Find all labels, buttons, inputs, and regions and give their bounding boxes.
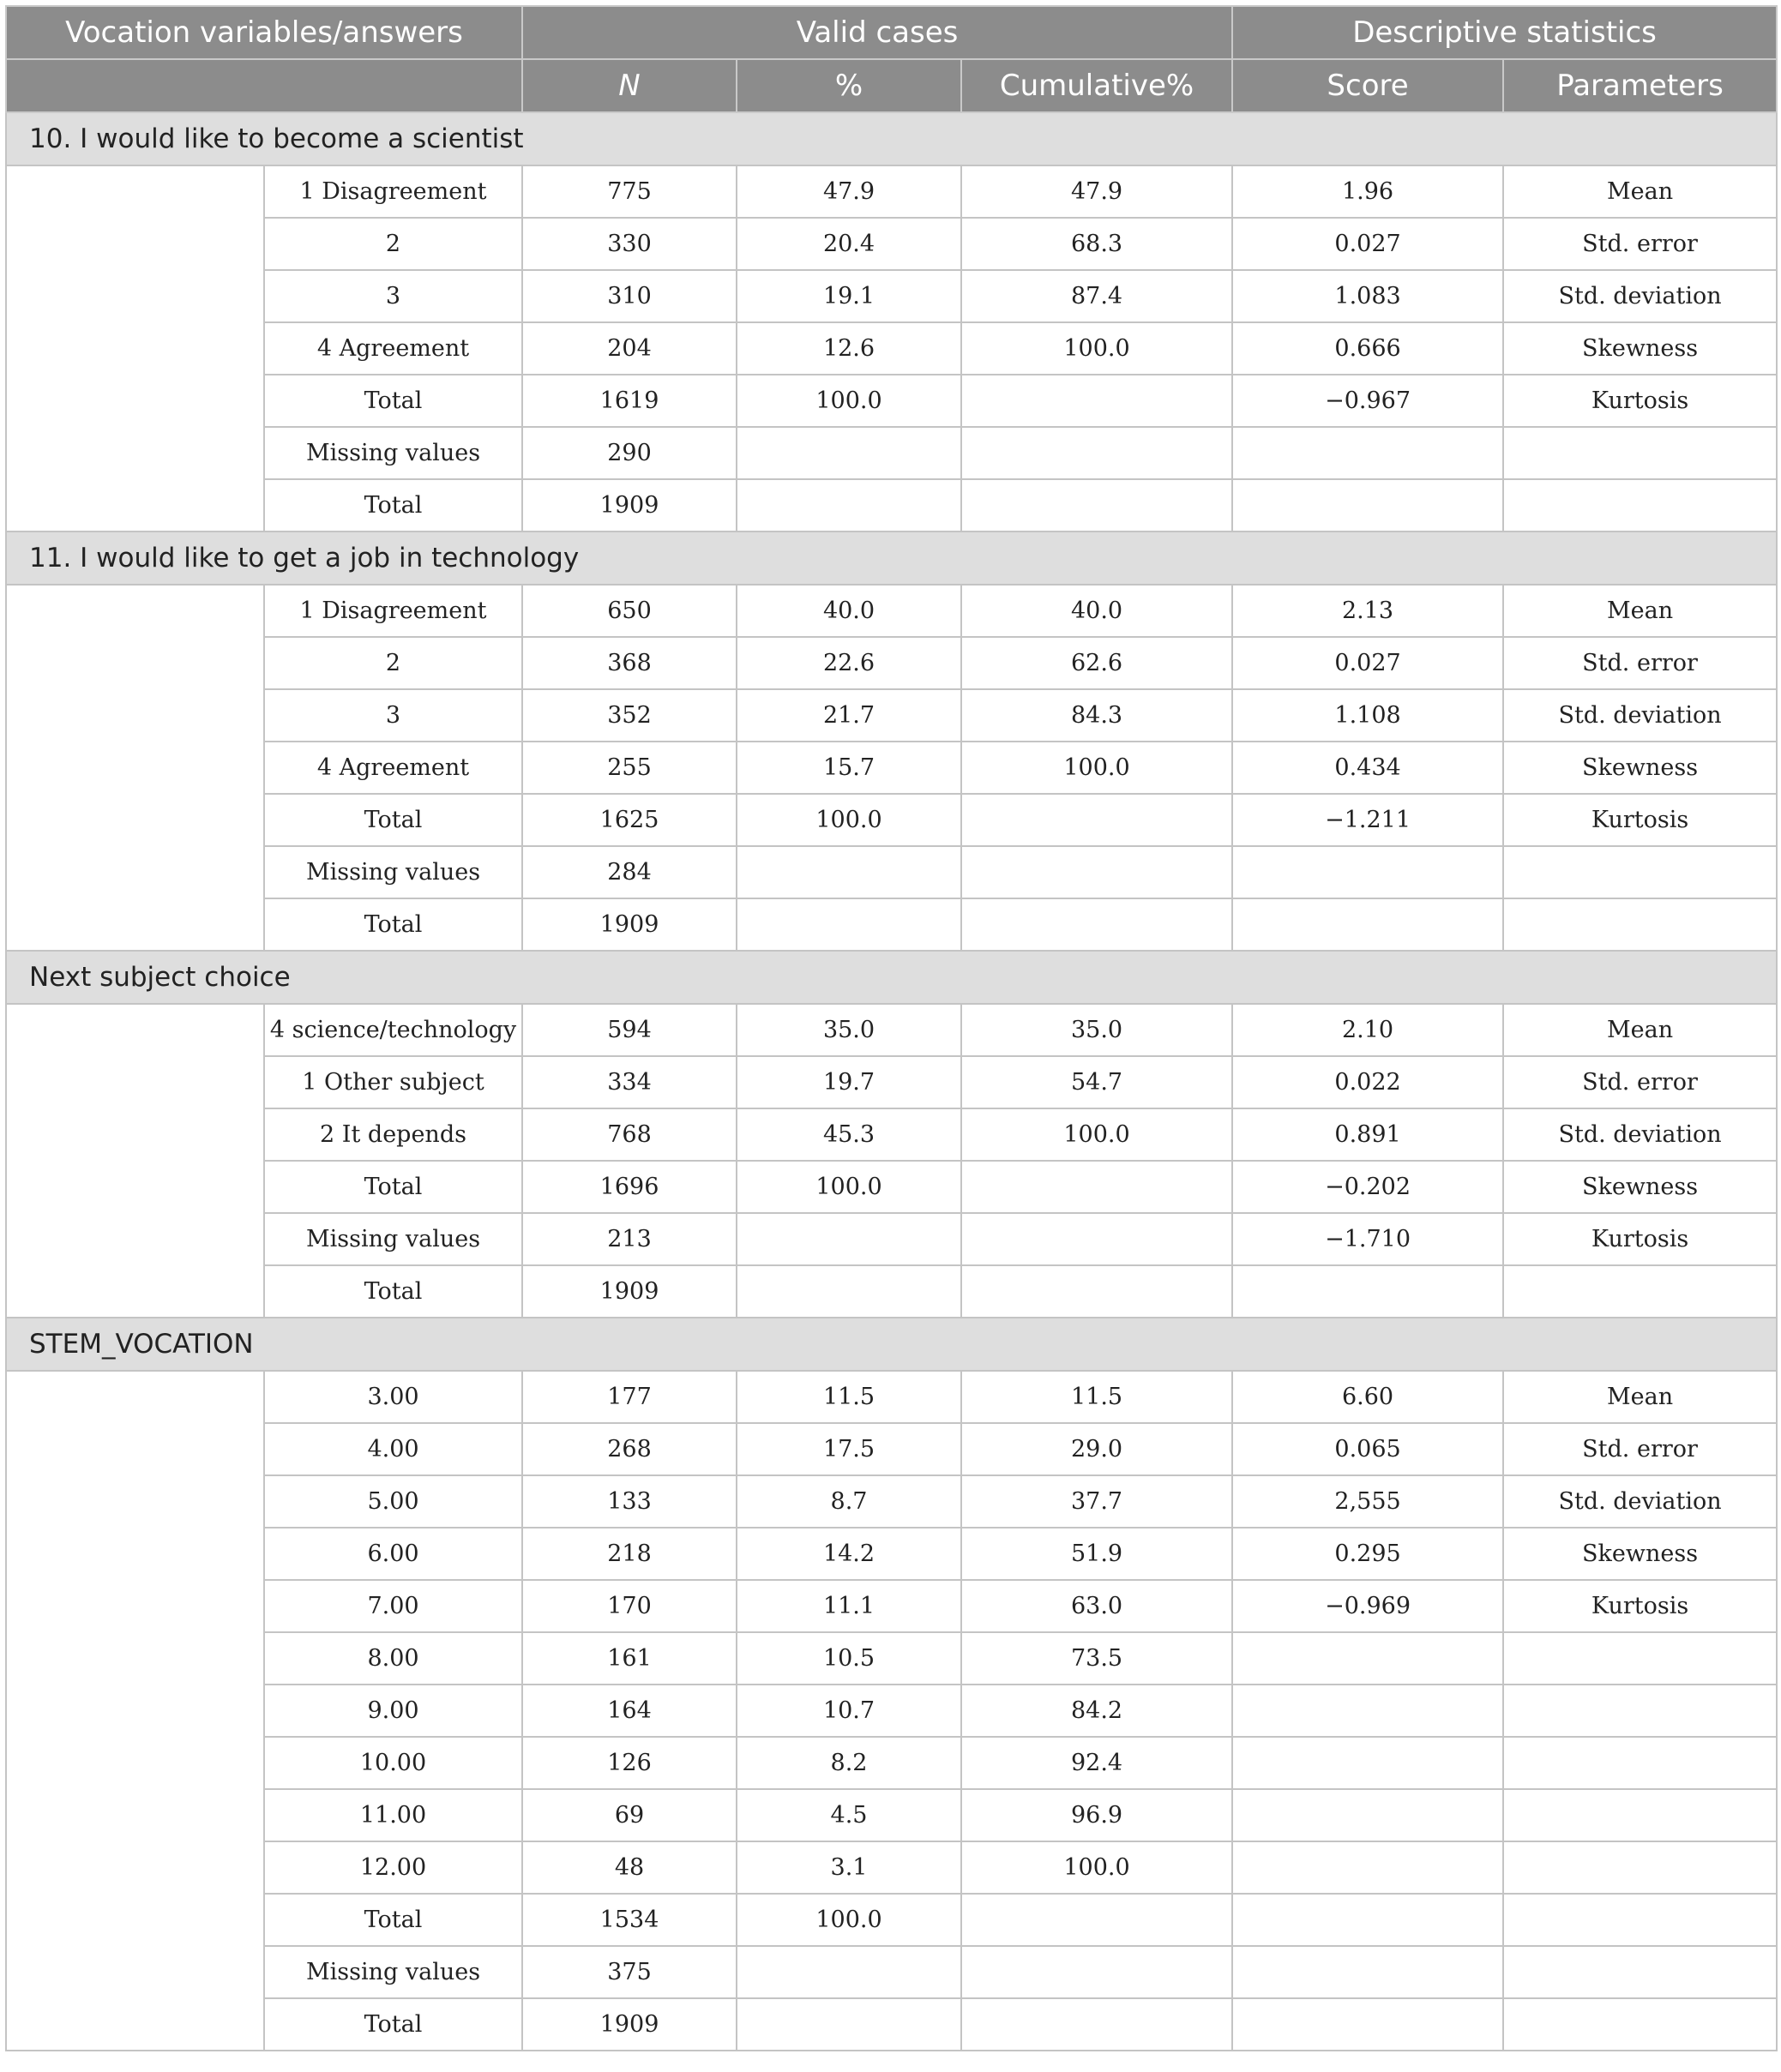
score-cell: 2,555	[1232, 1475, 1503, 1528]
cumulative-cell	[961, 427, 1232, 479]
n-cell: 1909	[522, 479, 737, 532]
percent-cell: 20.4	[737, 218, 961, 270]
parameter-cell	[1503, 1632, 1777, 1685]
parameter-cell: Skewness	[1503, 322, 1777, 375]
cumulative-cell	[961, 1213, 1232, 1265]
percent-cell: 47.9	[737, 165, 961, 218]
percent-cell: 8.7	[737, 1475, 961, 1528]
table-row	[6, 1371, 1777, 1423]
table-row	[6, 218, 1777, 270]
table-header	[6, 6, 1777, 112]
cumulative-cell	[961, 846, 1232, 898]
answer-cell: Missing values	[264, 1946, 522, 1998]
percent-cell: 11.5	[737, 1371, 961, 1423]
score-cell: −0.967	[1232, 375, 1503, 427]
n-cell: 204	[522, 322, 737, 375]
cumulative-cell: 54.7	[961, 1056, 1232, 1108]
percent-cell: 100.0	[737, 1894, 961, 1946]
section-indent-cell	[6, 585, 264, 951]
header-variable: Vocation variables/answers	[6, 6, 522, 59]
table-row	[6, 898, 1777, 951]
parameter-cell	[1503, 1737, 1777, 1789]
cumulative-cell: 100.0	[961, 322, 1232, 375]
cumulative-cell	[961, 1894, 1232, 1946]
score-cell	[1232, 1946, 1503, 1998]
table-row	[6, 1737, 1777, 1789]
n-cell: 352	[522, 689, 737, 742]
header-n: N	[522, 59, 737, 112]
percent-cell	[737, 846, 961, 898]
cumulative-cell: 11.5	[961, 1371, 1232, 1423]
n-cell: 1909	[522, 898, 737, 951]
n-cell: 775	[522, 165, 737, 218]
table-row	[6, 1685, 1777, 1737]
table-row	[6, 1841, 1777, 1894]
percent-cell: 100.0	[737, 794, 961, 846]
parameter-cell: Mean	[1503, 585, 1777, 637]
cumulative-cell: 35.0	[961, 1004, 1232, 1056]
n-cell: 1909	[522, 1265, 737, 1318]
percent-cell: 45.3	[737, 1108, 961, 1161]
percent-cell: 22.6	[737, 637, 961, 689]
answer-cell: Missing values	[264, 427, 522, 479]
n-cell: 69	[522, 1789, 737, 1841]
score-cell: 0.434	[1232, 742, 1503, 794]
table-row	[6, 1580, 1777, 1632]
table-row	[6, 1423, 1777, 1475]
section-header-row	[6, 532, 1777, 585]
cumulative-cell	[961, 794, 1232, 846]
answer-cell: 12.00	[264, 1841, 522, 1894]
statistics-table	[5, 5, 1778, 2051]
n-cell: 1619	[522, 375, 737, 427]
table-row	[6, 1056, 1777, 1108]
answer-cell: 5.00	[264, 1475, 522, 1528]
score-cell: 1.083	[1232, 270, 1503, 322]
answer-cell: 11.00	[264, 1789, 522, 1841]
parameter-cell: Std. error	[1503, 637, 1777, 689]
answer-cell: 6.00	[264, 1528, 522, 1580]
parameter-cell	[1503, 846, 1777, 898]
cumulative-cell: 47.9	[961, 165, 1232, 218]
percent-cell	[737, 479, 961, 532]
answer-cell: 3	[264, 270, 522, 322]
answer-cell: 10.00	[264, 1737, 522, 1789]
table-row	[6, 375, 1777, 427]
parameter-cell	[1503, 427, 1777, 479]
section-title: 10. I would like to become a scientist	[6, 112, 1777, 165]
answer-cell: 1 Disagreement	[264, 585, 522, 637]
answer-cell: Total	[264, 898, 522, 951]
answer-cell: 2	[264, 637, 522, 689]
table-row	[6, 165, 1777, 218]
percent-cell: 100.0	[737, 1161, 961, 1213]
table-row	[6, 270, 1777, 322]
parameter-cell	[1503, 1789, 1777, 1841]
answer-cell: 1 Disagreement	[264, 165, 522, 218]
score-cell: −1.211	[1232, 794, 1503, 846]
parameter-cell: Kurtosis	[1503, 1213, 1777, 1265]
parameter-cell: Std. error	[1503, 1423, 1777, 1475]
n-cell: 1909	[522, 1998, 737, 2051]
score-cell	[1232, 1789, 1503, 1841]
cumulative-cell	[961, 375, 1232, 427]
percent-cell: 19.7	[737, 1056, 961, 1108]
parameter-cell: Skewness	[1503, 1161, 1777, 1213]
score-cell: −0.202	[1232, 1161, 1503, 1213]
n-cell: 284	[522, 846, 737, 898]
cumulative-cell: 100.0	[961, 1108, 1232, 1161]
percent-cell	[737, 1998, 961, 2051]
parameter-cell	[1503, 1894, 1777, 1946]
n-cell: 768	[522, 1108, 737, 1161]
section-indent-cell	[6, 1371, 264, 2051]
answer-cell: 2 It depends	[264, 1108, 522, 1161]
table-row	[6, 1213, 1777, 1265]
n-cell: 126	[522, 1737, 737, 1789]
n-cell: 650	[522, 585, 737, 637]
table-row	[6, 322, 1777, 375]
table-row	[6, 479, 1777, 532]
score-cell: 0.027	[1232, 637, 1503, 689]
cumulative-cell: 40.0	[961, 585, 1232, 637]
cumulative-cell: 63.0	[961, 1580, 1232, 1632]
score-cell	[1232, 1737, 1503, 1789]
answer-cell: 8.00	[264, 1632, 522, 1685]
percent-cell	[737, 1213, 961, 1265]
score-cell: 2.13	[1232, 585, 1503, 637]
n-cell: 1625	[522, 794, 737, 846]
parameter-cell: Std. error	[1503, 1056, 1777, 1108]
header-cumulative: Cumulative%	[961, 59, 1232, 112]
table-row	[6, 742, 1777, 794]
percent-cell: 11.1	[737, 1580, 961, 1632]
cumulative-cell: 37.7	[961, 1475, 1232, 1528]
answer-cell: Total	[264, 794, 522, 846]
section-header-row	[6, 112, 1777, 165]
header-score: Score	[1232, 59, 1503, 112]
header-empty-cell	[6, 59, 522, 112]
cumulative-cell	[961, 1161, 1232, 1213]
answer-cell: 9.00	[264, 1685, 522, 1737]
parameter-cell	[1503, 1685, 1777, 1737]
section-header-row	[6, 1318, 1777, 1371]
table-row	[6, 1894, 1777, 1946]
parameter-cell: Std. deviation	[1503, 1475, 1777, 1528]
percent-cell: 12.6	[737, 322, 961, 375]
cumulative-cell	[961, 1265, 1232, 1318]
n-cell: 177	[522, 1371, 737, 1423]
answer-cell: Total	[264, 1894, 522, 1946]
cumulative-cell: 73.5	[961, 1632, 1232, 1685]
score-cell	[1232, 898, 1503, 951]
table-row	[6, 1265, 1777, 1318]
percent-cell	[737, 1265, 961, 1318]
score-cell: 1.96	[1232, 165, 1503, 218]
score-cell	[1232, 1685, 1503, 1737]
n-cell: 133	[522, 1475, 737, 1528]
n-cell: 213	[522, 1213, 737, 1265]
parameter-cell	[1503, 1841, 1777, 1894]
cumulative-cell	[961, 479, 1232, 532]
percent-cell	[737, 898, 961, 951]
table-row	[6, 689, 1777, 742]
n-cell: 1534	[522, 1894, 737, 1946]
percent-cell: 10.7	[737, 1685, 961, 1737]
section-header-row	[6, 951, 1777, 1004]
score-cell	[1232, 427, 1503, 479]
score-cell: 6.60	[1232, 1371, 1503, 1423]
cumulative-cell	[961, 1946, 1232, 1998]
n-cell: 48	[522, 1841, 737, 1894]
n-cell: 594	[522, 1004, 737, 1056]
percent-cell: 14.2	[737, 1528, 961, 1580]
answer-cell: 4.00	[264, 1423, 522, 1475]
table-row	[6, 1632, 1777, 1685]
answer-cell: 4 science/technology	[264, 1004, 522, 1056]
parameter-cell: Skewness	[1503, 742, 1777, 794]
cumulative-cell: 100.0	[961, 1841, 1232, 1894]
answer-cell: Missing values	[264, 1213, 522, 1265]
cumulative-cell: 29.0	[961, 1423, 1232, 1475]
score-cell: 0.022	[1232, 1056, 1503, 1108]
parameter-cell: Kurtosis	[1503, 1580, 1777, 1632]
n-cell: 268	[522, 1423, 737, 1475]
n-cell: 375	[522, 1946, 737, 1998]
cumulative-cell: 84.2	[961, 1685, 1232, 1737]
percent-cell: 17.5	[737, 1423, 961, 1475]
percent-cell: 10.5	[737, 1632, 961, 1685]
n-cell: 368	[522, 637, 737, 689]
score-cell: 0.027	[1232, 218, 1503, 270]
parameter-cell	[1503, 479, 1777, 532]
table-row	[6, 1789, 1777, 1841]
score-cell: 0.666	[1232, 322, 1503, 375]
header-row-groups	[6, 6, 1777, 59]
parameter-cell	[1503, 1998, 1777, 2051]
parameter-cell: Std. deviation	[1503, 270, 1777, 322]
n-cell: 218	[522, 1528, 737, 1580]
percent-cell: 40.0	[737, 585, 961, 637]
parameter-cell: Mean	[1503, 1004, 1777, 1056]
score-cell: 2.10	[1232, 1004, 1503, 1056]
n-cell: 334	[522, 1056, 737, 1108]
n-cell: 1696	[522, 1161, 737, 1213]
header-descriptive-statistics: Descriptive statistics	[1232, 6, 1777, 59]
cumulative-cell: 87.4	[961, 270, 1232, 322]
score-cell: −0.969	[1232, 1580, 1503, 1632]
answer-cell: 3.00	[264, 1371, 522, 1423]
answer-cell: Total	[264, 1998, 522, 2051]
score-cell	[1232, 1841, 1503, 1894]
table-row	[6, 1004, 1777, 1056]
percent-cell: 35.0	[737, 1004, 961, 1056]
cumulative-cell: 96.9	[961, 1789, 1232, 1841]
section-title: 11. I would like to get a job in technology	[6, 532, 1777, 585]
table-row	[6, 846, 1777, 898]
percent-cell: 4.5	[737, 1789, 961, 1841]
section-indent-cell	[6, 165, 264, 532]
parameter-cell	[1503, 1265, 1777, 1318]
parameter-cell: Mean	[1503, 165, 1777, 218]
answer-cell: 7.00	[264, 1580, 522, 1632]
percent-cell	[737, 1946, 961, 1998]
answer-cell: Total	[264, 1161, 522, 1213]
n-cell: 164	[522, 1685, 737, 1737]
score-cell	[1232, 1265, 1503, 1318]
percent-cell: 19.1	[737, 270, 961, 322]
parameter-cell: Mean	[1503, 1371, 1777, 1423]
n-cell: 310	[522, 270, 737, 322]
parameter-cell: Std. error	[1503, 218, 1777, 270]
cumulative-cell: 92.4	[961, 1737, 1232, 1789]
percent-cell: 21.7	[737, 689, 961, 742]
cumulative-cell: 51.9	[961, 1528, 1232, 1580]
percent-cell: 8.2	[737, 1737, 961, 1789]
parameter-cell: Std. deviation	[1503, 1108, 1777, 1161]
parameter-cell: Kurtosis	[1503, 375, 1777, 427]
answer-cell: Total	[264, 1265, 522, 1318]
answer-cell: Total	[264, 479, 522, 532]
n-cell: 161	[522, 1632, 737, 1685]
cumulative-cell: 84.3	[961, 689, 1232, 742]
parameter-cell: Skewness	[1503, 1528, 1777, 1580]
table-row	[6, 1161, 1777, 1213]
answer-cell: 4 Agreement	[264, 322, 522, 375]
table-row	[6, 1528, 1777, 1580]
percent-cell: 15.7	[737, 742, 961, 794]
n-cell: 330	[522, 218, 737, 270]
score-cell: −1.710	[1232, 1213, 1503, 1265]
parameter-cell: Kurtosis	[1503, 794, 1777, 846]
table-row	[6, 794, 1777, 846]
table-row	[6, 585, 1777, 637]
n-cell: 290	[522, 427, 737, 479]
answer-cell: Total	[264, 375, 522, 427]
section-title: STEM_VOCATION	[6, 1318, 1777, 1371]
header-valid-cases: Valid cases	[522, 6, 1232, 59]
cumulative-cell	[961, 898, 1232, 951]
percent-cell: 3.1	[737, 1841, 961, 1894]
table-body	[6, 112, 1777, 2051]
percent-cell: 100.0	[737, 375, 961, 427]
header-percent: %	[737, 59, 961, 112]
cumulative-cell	[961, 1998, 1232, 2051]
table-row	[6, 1998, 1777, 2051]
score-cell	[1232, 846, 1503, 898]
score-cell	[1232, 479, 1503, 532]
score-cell	[1232, 1632, 1503, 1685]
answer-cell: 4 Agreement	[264, 742, 522, 794]
n-cell: 255	[522, 742, 737, 794]
answer-cell: 3	[264, 689, 522, 742]
score-cell	[1232, 1894, 1503, 1946]
section-indent-cell	[6, 1004, 264, 1318]
cumulative-cell: 100.0	[961, 742, 1232, 794]
score-cell	[1232, 1998, 1503, 2051]
table-row	[6, 1108, 1777, 1161]
header-row-columns	[6, 59, 1777, 112]
score-cell: 0.295	[1232, 1528, 1503, 1580]
parameter-cell	[1503, 1946, 1777, 1998]
answer-cell: Missing values	[264, 846, 522, 898]
cumulative-cell: 68.3	[961, 218, 1232, 270]
parameter-cell	[1503, 898, 1777, 951]
score-cell: 0.065	[1232, 1423, 1503, 1475]
table-row	[6, 1475, 1777, 1528]
answer-cell: 1 Other subject	[264, 1056, 522, 1108]
score-cell: 1.108	[1232, 689, 1503, 742]
section-title: Next subject choice	[6, 951, 1777, 1004]
score-cell: 0.891	[1232, 1108, 1503, 1161]
n-cell: 170	[522, 1580, 737, 1632]
cumulative-cell: 62.6	[961, 637, 1232, 689]
table-row	[6, 637, 1777, 689]
answer-cell: 2	[264, 218, 522, 270]
table-row	[6, 427, 1777, 479]
header-parameters: Parameters	[1503, 59, 1777, 112]
percent-cell	[737, 427, 961, 479]
table-row	[6, 1946, 1777, 1998]
parameter-cell: Std. deviation	[1503, 689, 1777, 742]
